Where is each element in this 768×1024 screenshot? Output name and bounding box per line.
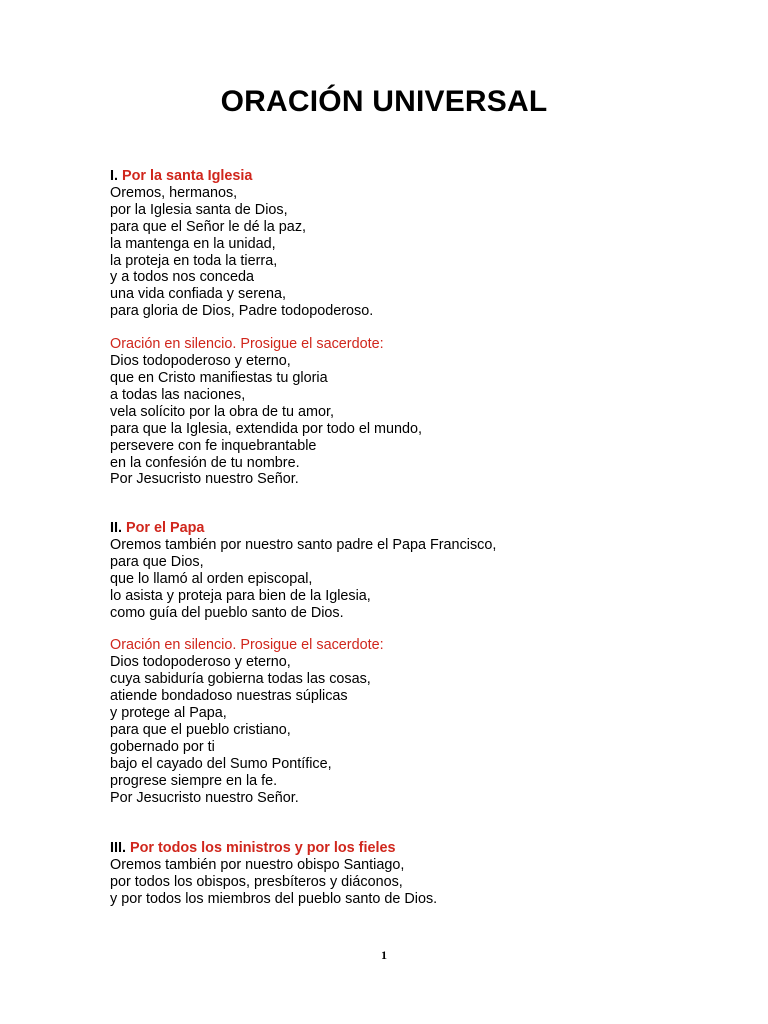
page-number: 1 — [381, 948, 387, 962]
section-iglesia — [110, 168, 710, 488]
text-line: Oremos, hermanos, — [110, 184, 238, 201]
text-line: bajo el cayado del Sumo Pontífice, — [110, 755, 332, 772]
section-papa — [110, 520, 710, 807]
text-line: para gloria de Dios, Padre todopoderoso. — [110, 303, 374, 320]
section-heading — [110, 520, 710, 537]
text-line: la proteja en toda la tierra, — [110, 252, 278, 269]
text-line: lo asista y proteja para bien de la Iglesia, — [110, 587, 371, 604]
text-line: la mantenga en la unidad, — [110, 235, 276, 252]
text-line: a todas las naciones, — [110, 386, 246, 403]
text-line: para que el Señor le dé la paz, — [110, 218, 307, 235]
section-numeral: I. — [110, 168, 118, 184]
text-line: Por Jesucristo nuestro Señor. — [110, 471, 299, 488]
text-line: en la confesión de tu nombre. — [110, 454, 300, 471]
rubric-text: Oración en silencio. Prosigue el sacerdote: — [110, 637, 384, 654]
text-line: Oremos también por nuestro obispo Santiago, — [110, 856, 405, 873]
text-line: Oremos también por nuestro santo padre el Papa Francisco, — [110, 536, 497, 553]
section-heading-text: Por la santa Iglesia — [122, 168, 253, 184]
text-line: atiende bondadoso nuestras súplicas — [110, 688, 348, 705]
section-ministros — [110, 840, 710, 908]
text-line: por todos los obispos, presbíteros y diáconos, — [110, 873, 403, 890]
text-line: para que el pueblo cristiano, — [110, 721, 291, 738]
section-heading — [110, 840, 710, 857]
text-line: persevere con fe inquebrantable — [110, 437, 317, 454]
text-line: Dios todopoderoso y eterno, — [110, 654, 291, 671]
text-line: vela solícito por la obra de tu amor, — [110, 403, 334, 420]
page-title: ORACIÓN UNIVERSAL — [220, 85, 548, 118]
text-line: gobernado por ti — [110, 738, 215, 755]
section-heading — [110, 168, 710, 185]
text-line: por la Iglesia santa de Dios, — [110, 201, 288, 218]
text-line: y por todos los miembros del pueblo santo de Dios. — [110, 890, 438, 907]
section-heading-text: Por todos los ministros y por los fieles — [130, 840, 396, 856]
section-heading-text: Por el Papa — [126, 520, 205, 536]
text-line: que lo llamó al orden episcopal, — [110, 570, 313, 587]
text-line: y protege al Papa, — [110, 705, 227, 722]
text-line: para que la Iglesia, extendida por todo el mundo, — [110, 420, 423, 437]
text-line: Dios todopoderoso y eterno, — [110, 353, 291, 370]
text-line: como guía del pueblo santo de Dios. — [110, 604, 344, 621]
text-line: cuya sabiduría gobierna todas las cosas, — [110, 671, 371, 688]
text-line: una vida confiada y serena, — [110, 286, 287, 303]
section-numeral: III. — [110, 840, 126, 856]
text-line: progrese siempre en la fe. — [110, 772, 278, 789]
section-numeral: II. — [110, 520, 122, 536]
text-line: y a todos nos conceda — [110, 269, 255, 286]
text-line: para que Dios, — [110, 553, 204, 570]
text-line: Por Jesucristo nuestro Señor. — [110, 789, 299, 806]
text-line: que en Cristo manifiestas tu gloria — [110, 369, 328, 386]
rubric-text: Oración en silencio. Prosigue el sacerdote: — [110, 336, 384, 353]
